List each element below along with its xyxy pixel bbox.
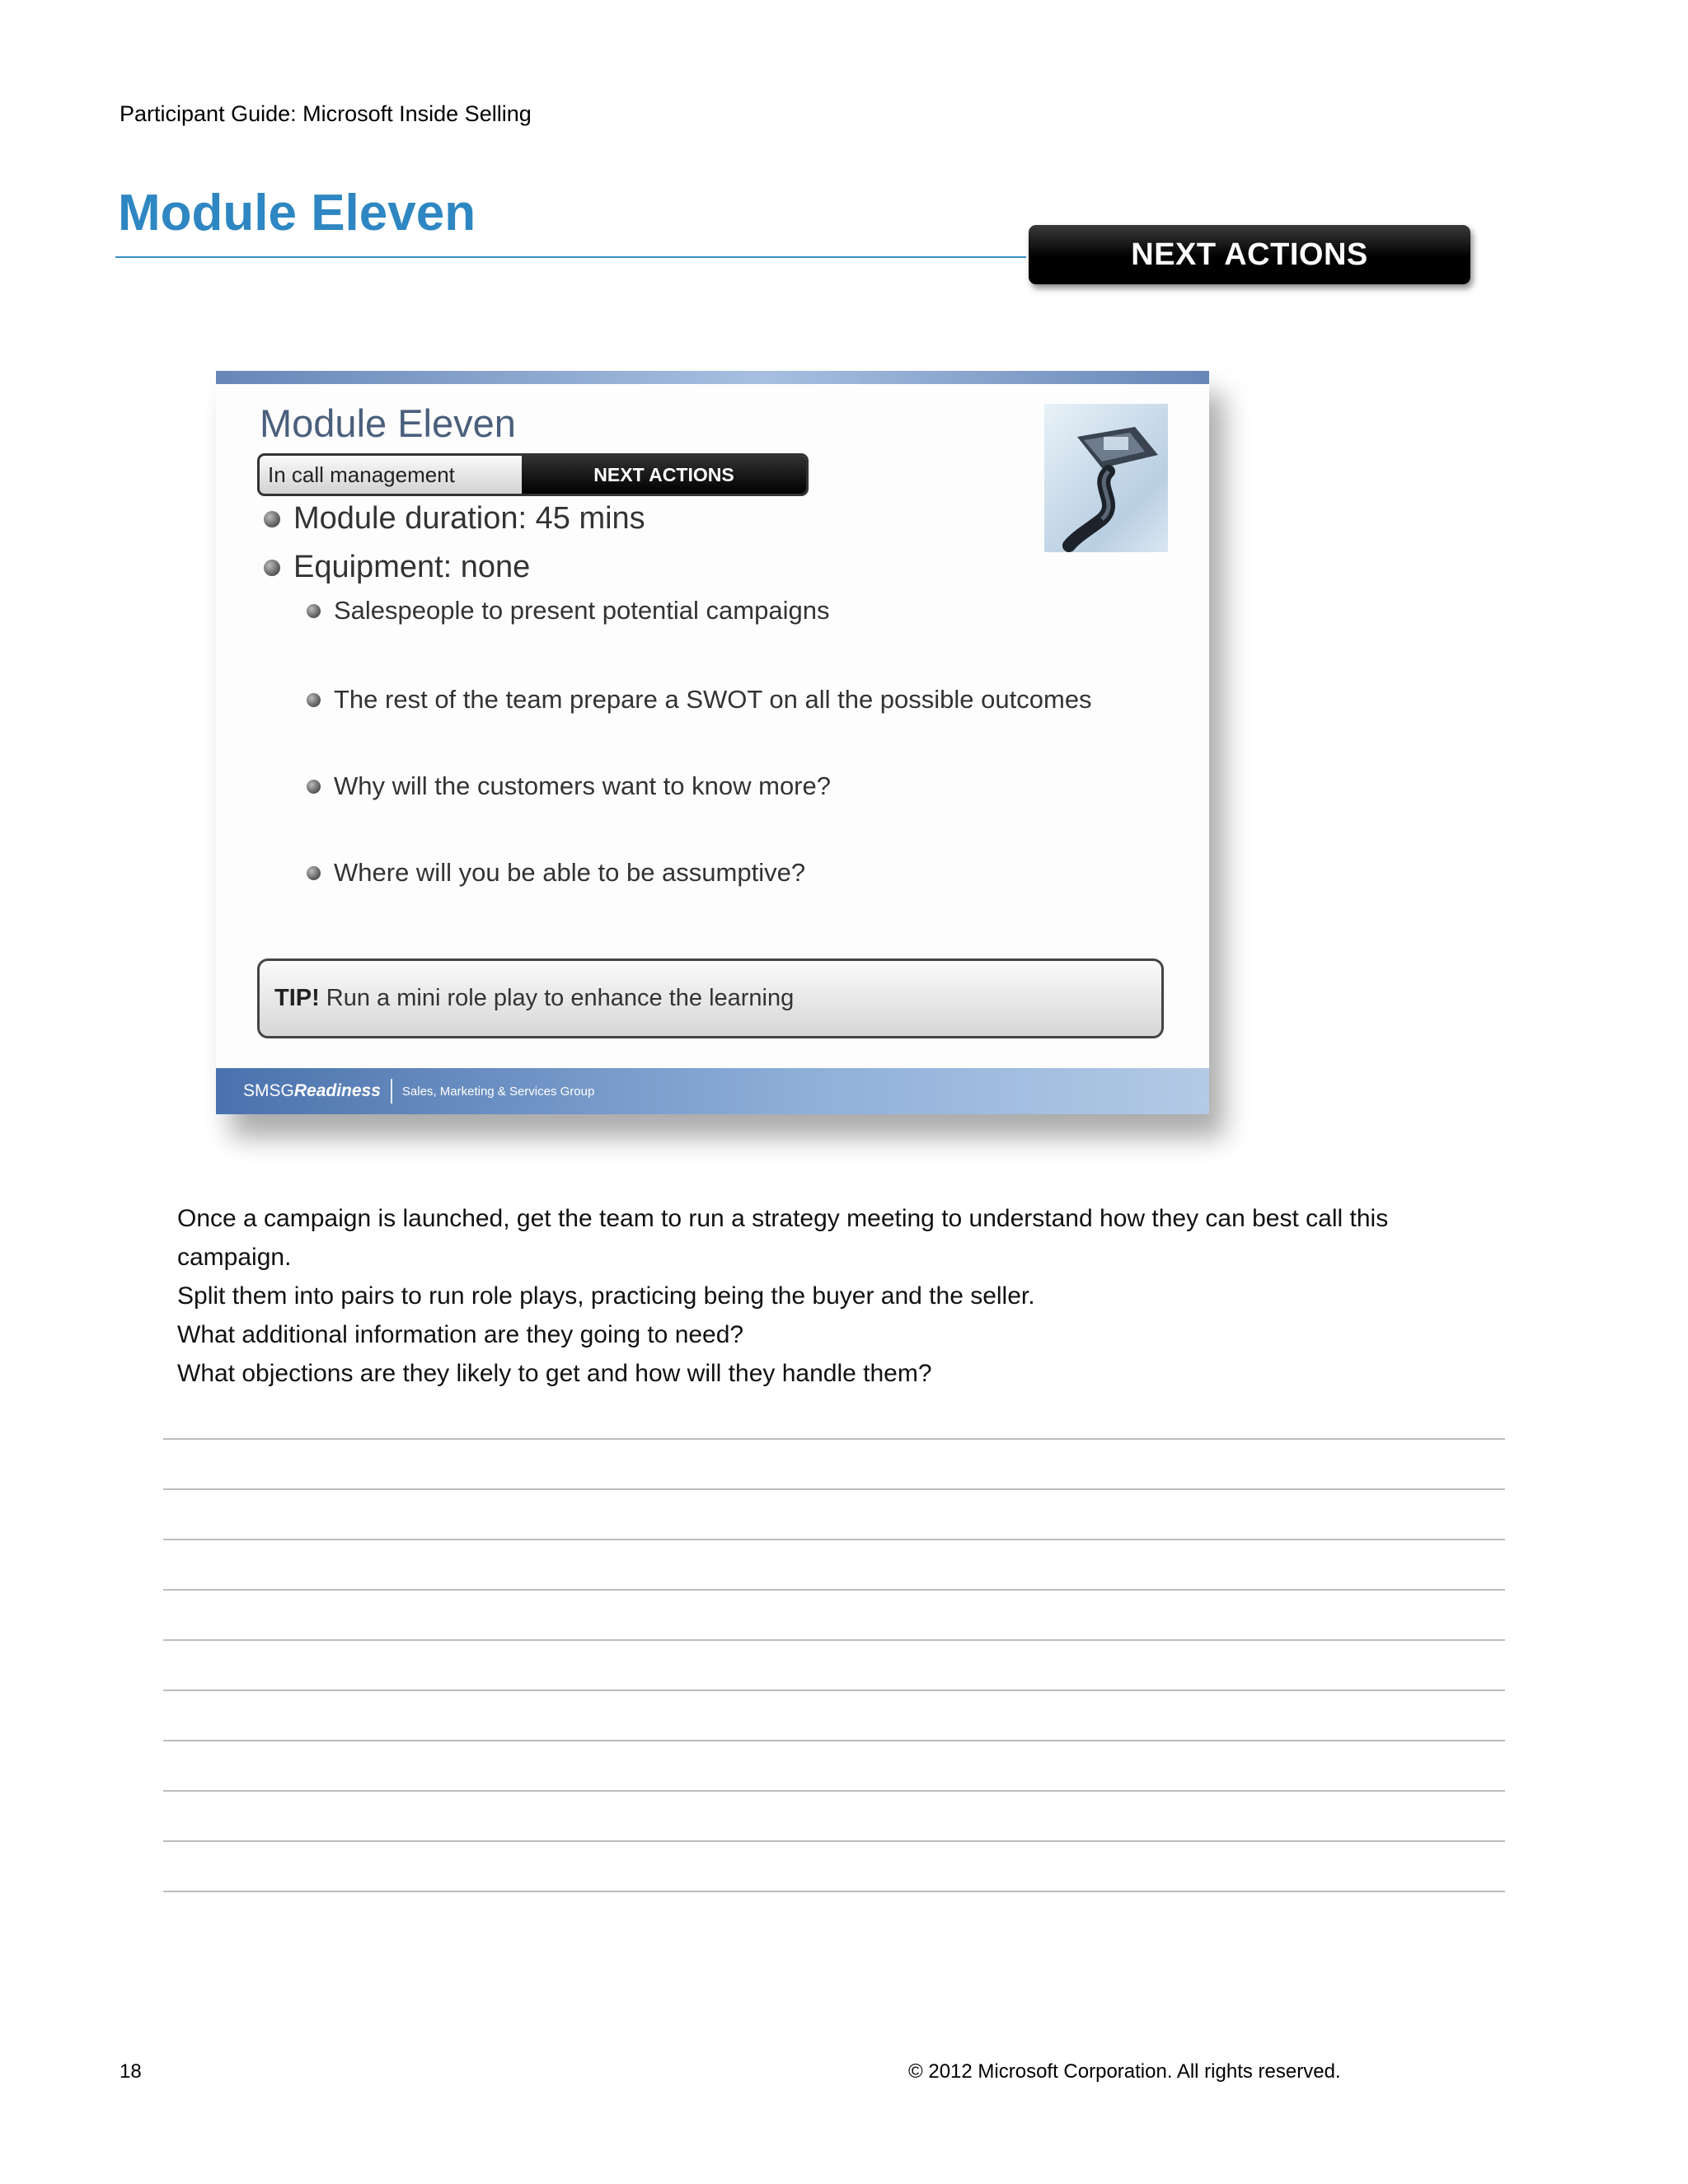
copyright-notice: © 2012 Microsoft Corporation. All rights reserved. [908,2060,1341,2083]
body-paragraph: Split them into pairs to run role plays, practicing being the buyer and the seller. [177,1282,1035,1310]
note-line [163,1790,1505,1792]
slide-tip-box [257,958,1164,1038]
slide-footer-divider [391,1079,392,1104]
slide-footer-tagline: Sales, Marketing & Services Group [401,1084,595,1099]
next-actions-badge: NEXT ACTIONS [1029,225,1470,284]
note-line [163,1891,1505,1892]
bullet-icon [307,693,321,707]
slide-subtitle-bar [257,453,809,496]
slide-sub-bullet: Where will you be able to be assumptive? [307,858,805,888]
slide-sub-bullet: Why will the customers want to know more? [307,771,831,801]
body-text [177,1199,1463,1393]
body-paragraph: What additional information are they going to need? [177,1321,744,1348]
bullet-icon [307,866,321,880]
slide-sub-bullet: Salespeople to present potential campaigns [307,596,829,626]
note-line [163,1639,1505,1641]
body-paragraph: What objections are they likely to get and how will they handle them? [177,1360,932,1387]
page-number: 18 [120,2060,142,2083]
slide-subtitle: In call management [268,462,455,487]
slide-bullet: Equipment: none [264,550,530,585]
note-line [163,1488,1505,1490]
note-line [163,1539,1505,1540]
slide-bullet: Module duration: 45 mins [264,501,645,537]
slide-title: Module Eleven [260,401,516,445]
bullet-icon [307,604,321,618]
bullet-icon [264,511,280,527]
note-line [163,1740,1505,1741]
slide-footer [216,1068,1209,1114]
note-line [163,1589,1505,1591]
body-paragraph: Once a campaign is launched, get the team to run a strategy meeting to understand how they can best call this campaign. [177,1205,1389,1271]
slide-top-bar [216,371,1209,384]
tip-text: Run a mini role play to enhance the learning [326,985,795,1011]
running-header: Participant Guide: Microsoft Inside Selling [120,101,532,126]
slide-next-actions-label: NEXT ACTIONS [522,456,806,494]
page-title: Module Eleven [118,185,476,241]
bullet-icon [307,780,321,794]
telephone-icon [1044,404,1168,552]
tip-label: TIP! [274,985,320,1011]
slide-sub-bullet: The rest of the team prepare a SWOT on all the possible outcomes [307,685,1092,715]
slide-footer-brand: SMSGReadiness [243,1081,381,1100]
slide-image [216,371,1209,1114]
title-underline [115,256,1026,258]
note-line [163,1690,1505,1691]
note-line [163,1840,1505,1842]
bullet-icon [264,560,280,576]
note-line [163,1438,1505,1440]
